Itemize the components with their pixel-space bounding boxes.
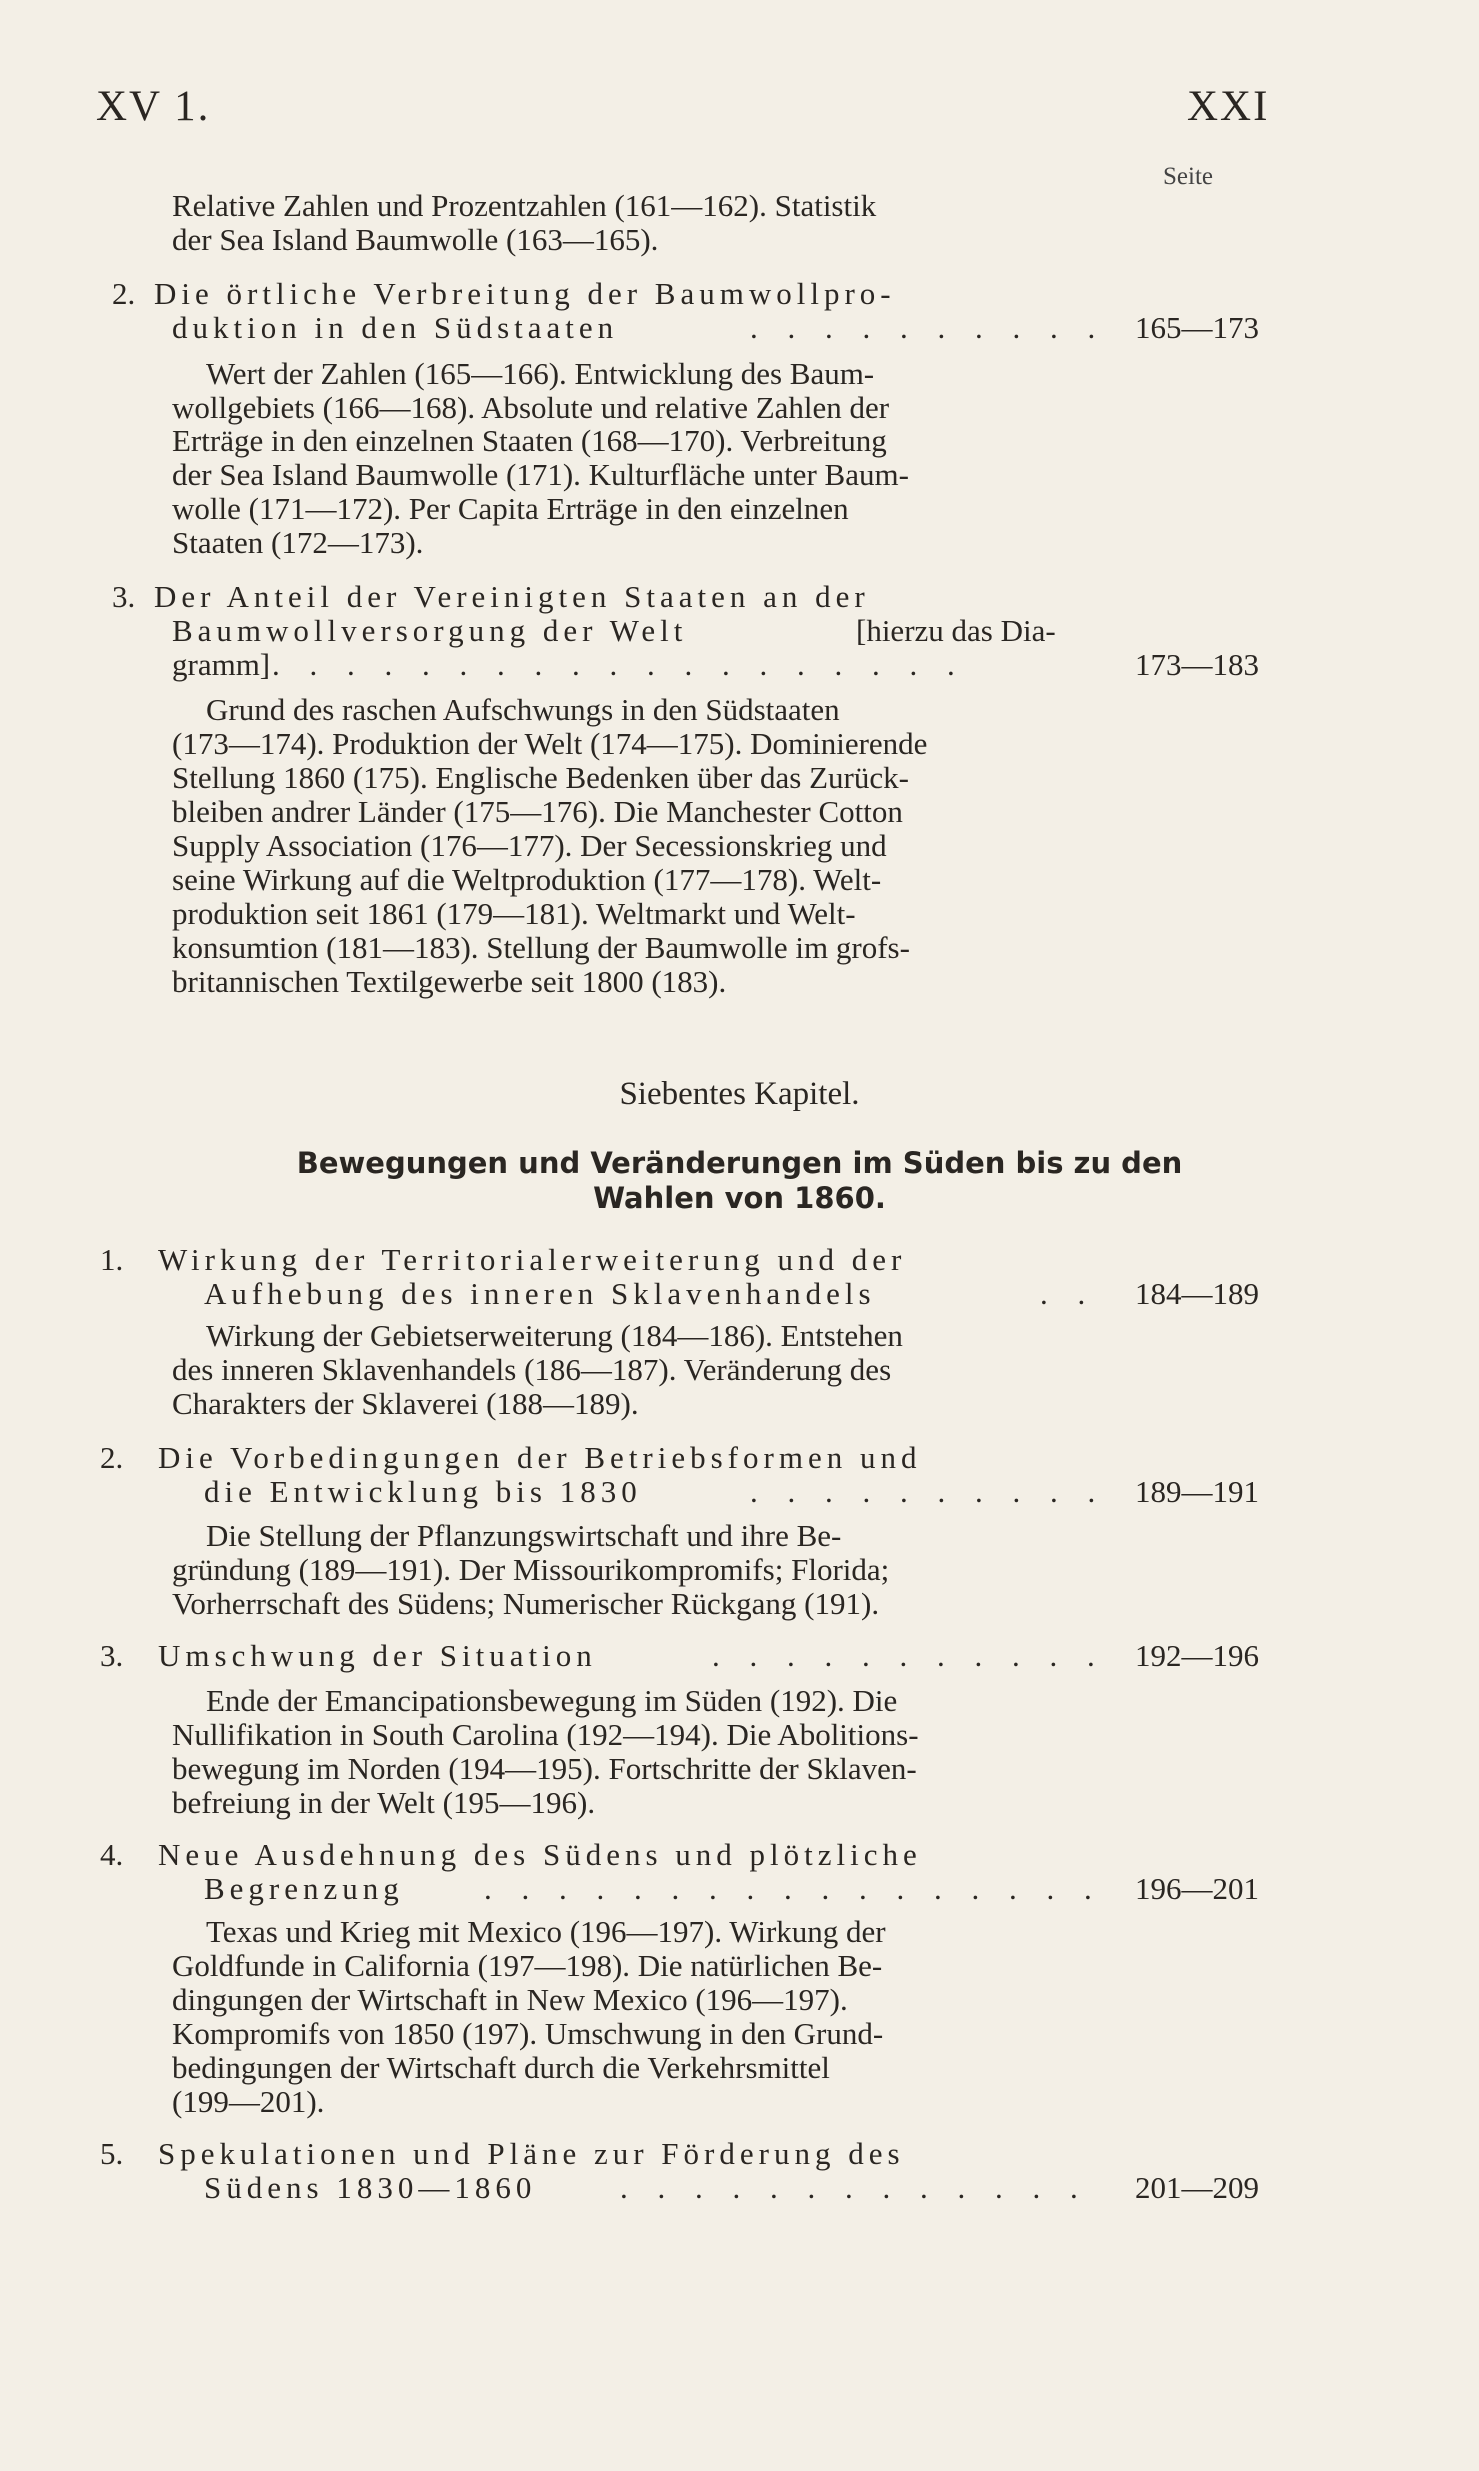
body-line: Supply Association (176—177). Der Secessionskrieg und	[172, 828, 887, 863]
leader-dots: . . . . . . . . . . . . . . . . .	[484, 1871, 1103, 1906]
section-heading: Wirkung der Territorialerweiterung und der	[158, 1242, 907, 1277]
section-number: 3.	[112, 579, 136, 614]
chapter-subtitle: Bewegungen und Veränderungen im Süden bis zu den	[296, 1146, 1183, 1180]
body-line: Vorherrschaft des Südens; Numerischer Rückgang (191).	[172, 1586, 880, 1621]
leader-dots: . . . . . . . . . . . . . . . . . . .	[272, 647, 966, 682]
body-line: wolle (171—172). Per Capita Erträge in den einzelnen	[172, 491, 849, 526]
section-heading: Begrenzung	[204, 1871, 404, 1906]
body-line: (199—201).	[172, 2084, 325, 2119]
section-number: 1.	[100, 1242, 124, 1277]
body-line: produktion seit 1861 (179—181). Weltmarkt und Welt-	[172, 896, 856, 931]
body-line: befreiung in der Welt (195—196).	[172, 1785, 596, 1820]
section-number: 2.	[112, 276, 136, 311]
page-range: 165—173	[1135, 310, 1259, 345]
section-heading: duktion in den Südstaaten	[172, 310, 619, 345]
body-line: Erträge in den einzelnen Staaten (168—170). Verbreitung	[172, 423, 887, 458]
leader-dots: . . . . . . . . . . .	[712, 1638, 1106, 1673]
body-line: Kompromifs von 1850 (197). Umschwung in den Grund-	[172, 2016, 884, 2051]
section-number: 2.	[100, 1440, 124, 1475]
body-line: Ende der Emancipationsbewegung im Süden (192). Die	[206, 1683, 898, 1718]
leader-dots: . . . . . . . . . .	[750, 1474, 1107, 1509]
body-line: Die Stellung der Pflanzungswirtschaft und ihre Be-	[206, 1518, 842, 1553]
body-line: Stellung 1860 (175). Englische Bedenken über das Zurück-	[172, 760, 909, 795]
page-range: 192—196	[1135, 1638, 1259, 1673]
chapter-subtitle: Wahlen von 1860.	[593, 1181, 886, 1215]
section-number: 3.	[100, 1638, 124, 1673]
section-heading: Spekulationen und Pläne zur Förderung des	[158, 2136, 905, 2171]
leader-dots: . . . . . . . . . .	[750, 310, 1107, 345]
body-line: Goldfunde in California (197—198). Die natürlichen Be-	[172, 1948, 883, 1983]
section-heading: Umschwung der Situation	[158, 1638, 597, 1673]
body-line: (173—174). Produktion der Welt (174—175). Dominierende	[172, 726, 928, 761]
section-heading: Südens 1830—1860	[204, 2170, 537, 2205]
body-line: Staaten (172—173).	[172, 525, 424, 560]
page-range: 196—201	[1135, 1871, 1259, 1906]
section-heading-note: [hierzu das Dia-	[856, 613, 1056, 648]
page-range: 201—209	[1135, 2170, 1259, 2205]
leader-dots: . . . . . . . . . . . . .	[620, 2170, 1089, 2205]
section-heading: gramm]	[172, 647, 271, 682]
page-number-roman: XXI	[1187, 83, 1270, 130]
chapter-title: Siebentes Kapitel.	[619, 1076, 860, 1112]
page-range: 173—183	[1135, 647, 1259, 682]
page-range: 184—189	[1135, 1276, 1259, 1311]
body-line: bedingungen der Wirtschaft durch die Verkehrsmittel	[172, 2050, 830, 2085]
body-line: Texas und Krieg mit Mexico (196—197). Wirkung der	[206, 1914, 886, 1949]
body-line: Wirkung der Gebietserweiterung (184—186). Entstehen	[206, 1318, 903, 1353]
body-line: seine Wirkung auf die Weltproduktion (177—178). Welt-	[172, 862, 882, 897]
body-line: britannischen Textilgewerbe seit 1800 (183).	[172, 964, 727, 999]
body-line: der Sea Island Baumwolle (163—165).	[172, 222, 659, 257]
section-heading: Neue Ausdehnung des Südens und plötzliche	[158, 1837, 922, 1872]
seite-label: Seite	[1163, 163, 1213, 190]
body-line: Charakters der Sklaverei (188—189).	[172, 1386, 639, 1421]
body-line: wollgebiets (166—168). Absolute und relative Zahlen der	[172, 390, 890, 425]
section-number: 5.	[100, 2136, 124, 2171]
leader-dots: . .	[1040, 1276, 1097, 1311]
body-line: bewegung im Norden (194—195). Fortschritte der Sklaven-	[172, 1751, 917, 1786]
section-heading: die Entwicklung bis 1830	[204, 1474, 642, 1509]
section-heading: Die Vorbedingungen der Betriebsformen und	[158, 1440, 922, 1475]
section-heading: Baumwollversorgung der Welt	[172, 613, 688, 648]
page-range: 189—191	[1135, 1474, 1259, 1509]
body-line: dingungen der Wirtschaft in New Mexico (196—197).	[172, 1982, 848, 2017]
body-line: des inneren Sklavenhandels (186—187). Veränderung des	[172, 1352, 892, 1387]
body-line: konsumtion (181—183). Stellung der Baumwolle im grofs-	[172, 930, 910, 965]
body-line: der Sea Island Baumwolle (171). Kulturfläche unter Baum-	[172, 457, 909, 492]
section-heading: Der Anteil der Vereinigten Staaten an der	[154, 579, 870, 614]
body-line: Grund des raschen Aufschwungs in den Südstaaten	[206, 692, 840, 727]
body-line: Relative Zahlen und Prozentzahlen (161—162). Statistik	[172, 188, 877, 223]
section-number: 4.	[100, 1837, 124, 1872]
body-line: bleiben andrer Länder (175—176). Die Manchester Cotton	[172, 794, 903, 829]
body-line: Wert der Zahlen (165—166). Entwicklung des Baum-	[206, 356, 875, 391]
running-header-left: XV 1.	[96, 83, 211, 130]
section-heading: Aufhebung des inneren Sklavenhandels	[204, 1276, 876, 1311]
body-line: Nullifikation in South Carolina (192—194). Die Abolitions-	[172, 1717, 919, 1752]
body-line: gründung (189—191). Der Missourikompromifs; Florida;	[172, 1552, 890, 1587]
section-heading: Die örtliche Verbreitung der Baumwollpro-	[154, 276, 896, 311]
